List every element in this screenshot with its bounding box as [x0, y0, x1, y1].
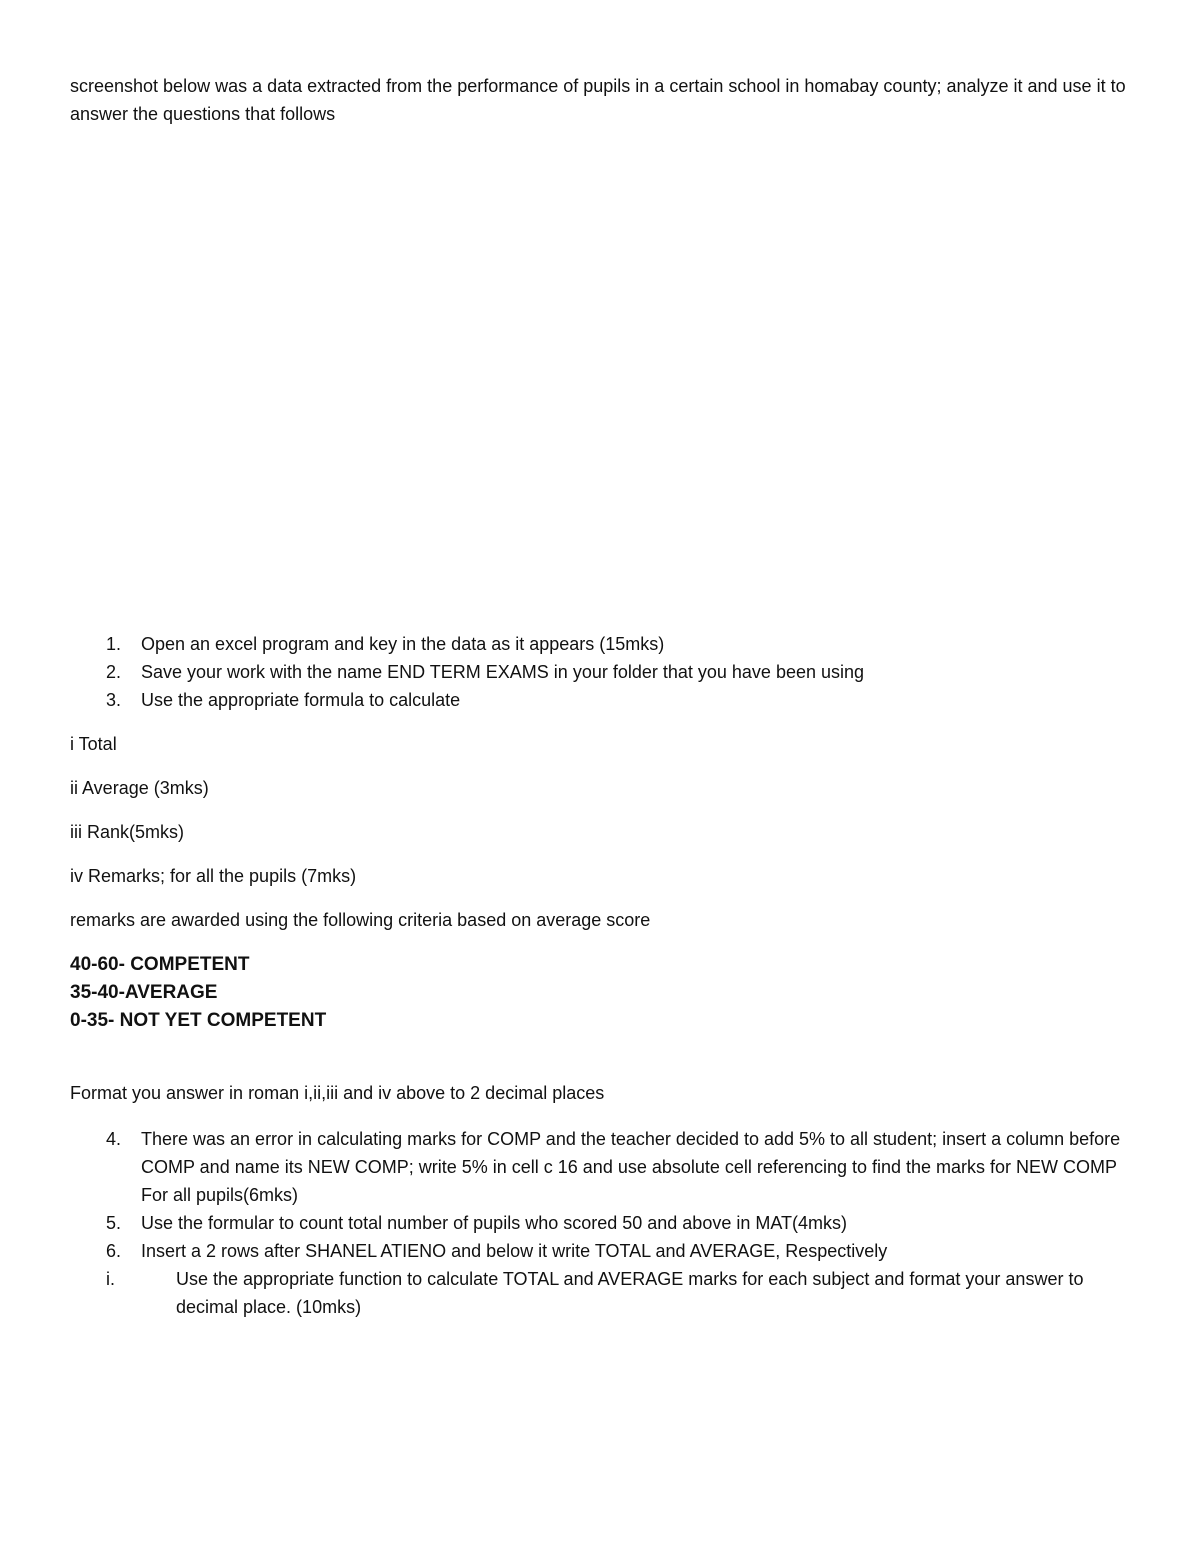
list-item-5 — [70, 1209, 1130, 1237]
list-item-text: Open an excel program and key in the data as it appears (15mks) — [141, 634, 665, 654]
list-item-text: Use the formular to count total number of pupils who scored 50 and above in MAT(4mks) — [141, 1213, 848, 1233]
list-number: 2. — [106, 662, 122, 682]
list-number: i. — [106, 1269, 115, 1289]
list-number: 6. — [106, 1241, 122, 1261]
list-item-3 — [70, 686, 1130, 714]
list-item-text: There was an error in calculating marks for COMP and the teacher decided to add 5% to all student; insert a column before COMP and name its NEW COMP; write 5% in cell c 16 and use absolute cell referencing to find the marks for NEW COMP For all pupils(6mks) — [141, 1129, 1121, 1205]
criteria-list — [70, 951, 326, 1035]
sub-item-average: ii Average (3mks) — [70, 778, 209, 798]
sub-item-remarks: iv Remarks; for all the pupils (7mks) — [70, 866, 357, 886]
criteria-intro: remarks are awarded using the following criteria based on average score — [70, 910, 651, 930]
list-item-6 — [70, 1237, 1130, 1265]
list-item-2 — [70, 658, 1130, 686]
criteria-competent: 40-60- COMPETENT — [70, 954, 250, 975]
sub-item-total: i Total — [70, 734, 117, 754]
criteria-average: 35-40-AVERAGE — [70, 982, 218, 1003]
list-number: 1. — [106, 634, 122, 654]
list-item-1 — [70, 630, 1130, 658]
instructions-list-part-1 — [70, 630, 1130, 714]
sub-item-rank: iii Rank(5mks) — [70, 822, 185, 842]
instructions-list-part-2 — [70, 1125, 1130, 1321]
list-item-text: Use the appropriate function to calculate TOTAL and AVERAGE marks for each subject and format your answer to decimal place. (10mks) — [176, 1269, 1084, 1317]
list-item-6-i — [70, 1265, 1130, 1321]
list-number: 3. — [106, 690, 122, 710]
list-item-text: Use the appropriate formula to calculate — [141, 690, 461, 710]
screenshot-placeholder — [70, 140, 1130, 620]
intro-paragraph: screenshot below was a data extracted from the performance of pupils in a certain school in homabay county; analyze it and use it to answer the questions that follows — [70, 76, 1126, 124]
list-number: 5. — [106, 1213, 122, 1233]
criteria-not-yet-competent: 0-35- NOT YET COMPETENT — [70, 1010, 327, 1031]
format-note: Format you answer in roman i,ii,iii and iv above to 2 decimal places — [70, 1083, 605, 1103]
list-item-4 — [70, 1125, 1130, 1209]
list-item-text: Insert a 2 rows after SHANEL ATIENO and below it write TOTAL and AVERAGE, Respectively — [141, 1241, 888, 1261]
list-item-text: Save your work with the name END TERM EXAMS in your folder that you have been using — [141, 662, 865, 682]
list-number: 4. — [106, 1129, 122, 1149]
